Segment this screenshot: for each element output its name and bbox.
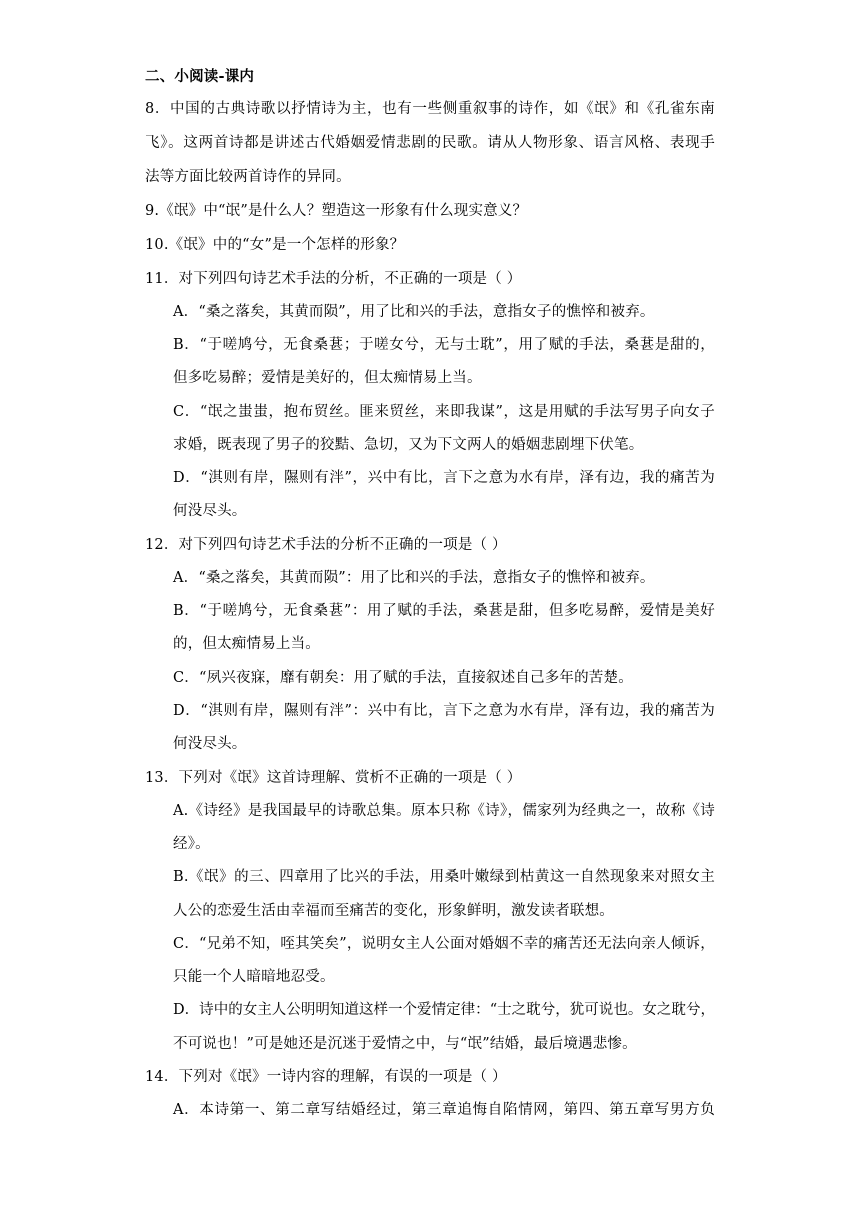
question-12-stem: 12．对下列四句诗艺术手法的分析不正确的一项是（ ）: [145, 537, 507, 553]
question-11-option-d-line-2: 何没尽头。: [173, 503, 247, 519]
question-8-line-2: 飞》。这两首诗都是讲述古代婚姻爱情悲剧的民歌。请从人物形象、语言风格、表现手: [145, 135, 715, 151]
question-13-option-c-line-2: 只能一个人暗暗地忍受。: [173, 969, 335, 985]
question-13-option-c-line-1: C．“兄弟不知，咥其笑矣”，说明女主人公面对婚姻不幸的痛苦还无法向亲人倾诉，: [173, 936, 715, 952]
question-12-option-d-line-1: D．“淇则有岸，隰则有泮”：兴中有比，言下之意为水有岸，泽有边，我的痛苦为: [173, 703, 715, 719]
question-12-option-c: C．“夙兴夜寐，靡有朝矣：用了赋的手法，直接叙述自己多年的苦楚。: [173, 670, 633, 686]
question-14-option-a-line-1: A．本诗第一、第二章写结婚经过，第三章追悔自陷情网，第四、第五章写男方负: [173, 1102, 715, 1118]
question-11-option-b-line-2: 但多吃易醉；爱情是美好的，但太痴情易上当。: [173, 370, 482, 386]
question-11-option-c-line-1: C．“氓之蚩蚩，抱布贸丝。匪来贸丝，来即我谋”，这是用赋的手法写男子向女子: [173, 404, 715, 420]
question-13-option-b-line-2: 人公的恋爱生活由幸福而至痛苦的变化，形象鲜明，激发读者联想。: [173, 903, 614, 919]
question-13-option-d-line-1: D．诗中的女主人公明明知道这样一个爱情定律：“士之耽兮，犹可说也。女之耽兮，: [173, 1002, 715, 1018]
question-13-option-b-line-1: B.《氓》的三、四章用了比兴的手法，用桑叶嫩绿到枯黄这一自然现象来对照女主: [173, 869, 715, 885]
question-12-option-a: A．“桑之落矣，其黄而陨”：用了比和兴的手法，意指女子的憔悴和被弃。: [173, 570, 655, 586]
question-8-line-1: 8．中国的古典诗歌以抒情诗为主，也有一些侧重叙事的诗作，如《氓》和《孔雀东南: [145, 101, 715, 117]
question-11-stem: 11．对下列四句诗艺术手法的分析，不正确的一项是（ ）: [145, 271, 522, 287]
question-8-line-3: 法等方面比较两首诗作的异同。: [145, 169, 351, 185]
question-14-stem: 14．下列对《氓》一诗内容的理解，有误的一项是（ ）: [145, 1069, 507, 1085]
question-11-option-d-line-1: D．“淇则有岸，隰则有泮”，兴中有比，言下之意为水有岸，泽有边，我的痛苦为: [173, 470, 715, 486]
question-11-option-a: A．“桑之落矣，其黄而陨”，用了比和兴的手法，意指女子的憔悴和被弃。: [173, 304, 655, 320]
question-12-option-b-line-1: B．“于嗟鸠兮，无食桑葚”：用了赋的手法，桑葚是甜，但多吃易醉，爱情是美好: [173, 603, 715, 619]
question-13-option-d-line-2: 不可说也！”可是她还是沉迷于爱情之中，与“氓”结婚，最后境遇悲惨。: [173, 1036, 637, 1052]
question-9: 9.《氓》中“氓”是什么人？塑造这一形象有什么现实意义？: [145, 203, 528, 219]
question-12-option-d-line-2: 何没尽头。: [173, 736, 247, 752]
question-10: 10.《氓》中的“女”是一个怎样的形象？: [145, 237, 405, 253]
section-title: 二、小阅读-课内: [145, 68, 255, 85]
question-13-option-a-line-1: A.《诗经》是我国最早的诗歌总集。原本只称《诗》，儒家列为经典之一，故称《诗: [173, 803, 715, 819]
question-13-option-a-line-2: 经》。: [173, 836, 210, 852]
question-11-option-c-line-2: 求婚，既表现了男子的狡黠、急切，又为下文两人的婚姻悲剧埋下伏笔。: [173, 437, 644, 453]
question-12-option-b-line-2: 的，但太痴情易上当。: [173, 636, 320, 652]
question-13-stem: 13．下列对《氓》这首诗理解、赏析不正确的一项是（ ）: [145, 770, 522, 786]
question-11-option-b-line-1: B．“于嗟鸠兮，无食桑葚；于嗟女兮，无与士耽”，用了赋的手法，桑葚是甜的，: [173, 337, 715, 353]
